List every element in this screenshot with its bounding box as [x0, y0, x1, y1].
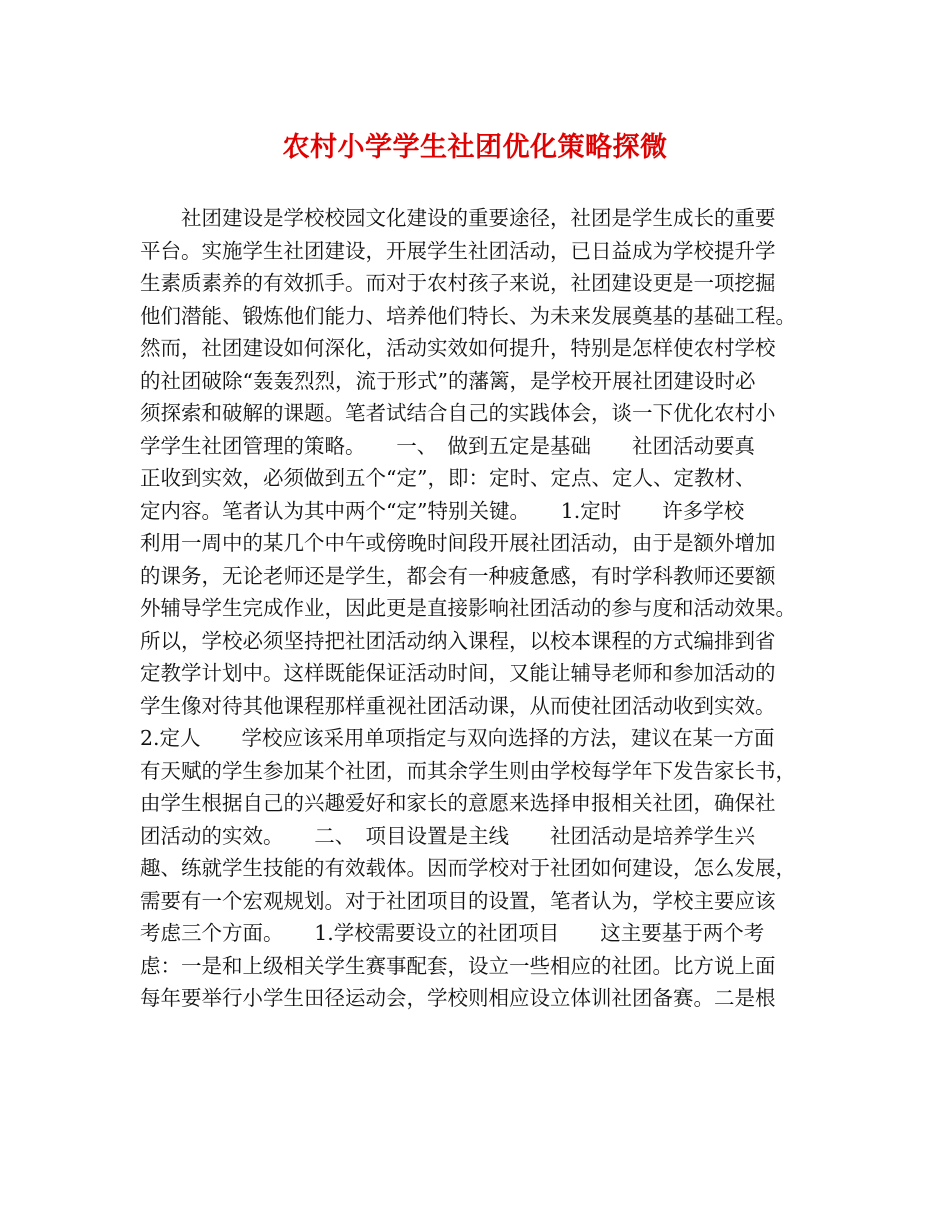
- body-line: 定内容。笔者认为其中两个“定”特别关键。 1.定时 许多学校: [140, 498, 745, 523]
- body-line: 由学生根据自己的兴趣爱好和家长的意愿来选择申报相关社团，确保社: [140, 791, 776, 815]
- body-line: 利用一周中的某几个中午或傍晚时间段开展社团活动，由于是额外增加: [140, 531, 776, 555]
- document-title: 农村小学学生社团优化策略探微: [282, 132, 668, 163]
- body-line: 有天赋的学生参加某个社团，而其余学生则由学校每学年下发告家长书，: [140, 758, 796, 783]
- body-line: 虑：一是和上级相关学生赛事配套，设立一些相应的社团。比方说上面: [140, 953, 776, 978]
- body-line: 团活动的实效。 二、 项目设置是主线 社团活动是培养学生兴: [140, 823, 755, 848]
- body-line: 考虑三个方面。 1.学校需要设立的社团项目 这主要基于两个考: [140, 921, 765, 945]
- body-line: 生素质素养的有效抓手。而对于农村孩子来说，社团建设更是一项挖掘: [140, 271, 776, 295]
- body-line: 平台。实施学生社团建设，开展学生社团活动，已日益成为学校提升学: [140, 238, 776, 263]
- body-line: 学生像对待其他课程那样重视社团活动课，从而使社团活动收到实效。: [140, 693, 776, 718]
- body-line: 需要有一个宏观规划。对于社团项目的设置，笔者认为，学校主要应该: [140, 888, 776, 913]
- body-line: 的社团破除“轰轰烈烈，流于形式”的藩篱，是学校开展社团建设时必: [140, 368, 756, 393]
- body-line: 学学生社团管理的策略。 一、 做到五定是基础 社团活动要真: [140, 433, 755, 458]
- body-line: 他们潜能、锻炼他们能力、培养他们特长、为未来发展奠基的基础工程。: [140, 303, 796, 328]
- body-line: 然而，社团建设如何深化，活动实效如何提升，特别是怎样使农村学校: [140, 336, 776, 360]
- body-line: 社团建设是学校校园文化建设的重要途径，社团是学生成长的重要: [140, 206, 776, 230]
- body-line: 2.定人 学校应该采用单项指定与双向选择的方法，建议在某一方面: [140, 726, 775, 750]
- body-line: 正收到实效，必须做到五个“定”，即：定时、定点、定人、定教材、: [140, 466, 756, 490]
- body-line: 每年要举行小学生田径运动会，学校则相应设立体训社团备赛。二是根: [140, 986, 776, 1010]
- body-line: 须探索和破解的课题。笔者试结合自己的实践体会，谈一下优化农村小: [140, 401, 776, 425]
- document-body: [140, 202, 820, 1015]
- body-line: 外辅导学生完成作业，因此更是直接影响社团活动的参与度和活动效果。: [140, 596, 796, 620]
- body-line: 定教学计划中。这样既能保证活动时间，又能让辅导老师和参加活动的: [140, 661, 776, 685]
- body-line: 所以，学校必须坚持把社团活动纳入课程，以校本课程的方式编排到省: [140, 628, 776, 653]
- body-line: 趣、练就学生技能的有效载体。因而学校对于社团如何建设，怎么发展，: [140, 856, 796, 880]
- body-line: 的课务，无论老师还是学生，都会有一种疲惫感，有时学科教师还要额: [140, 563, 776, 588]
